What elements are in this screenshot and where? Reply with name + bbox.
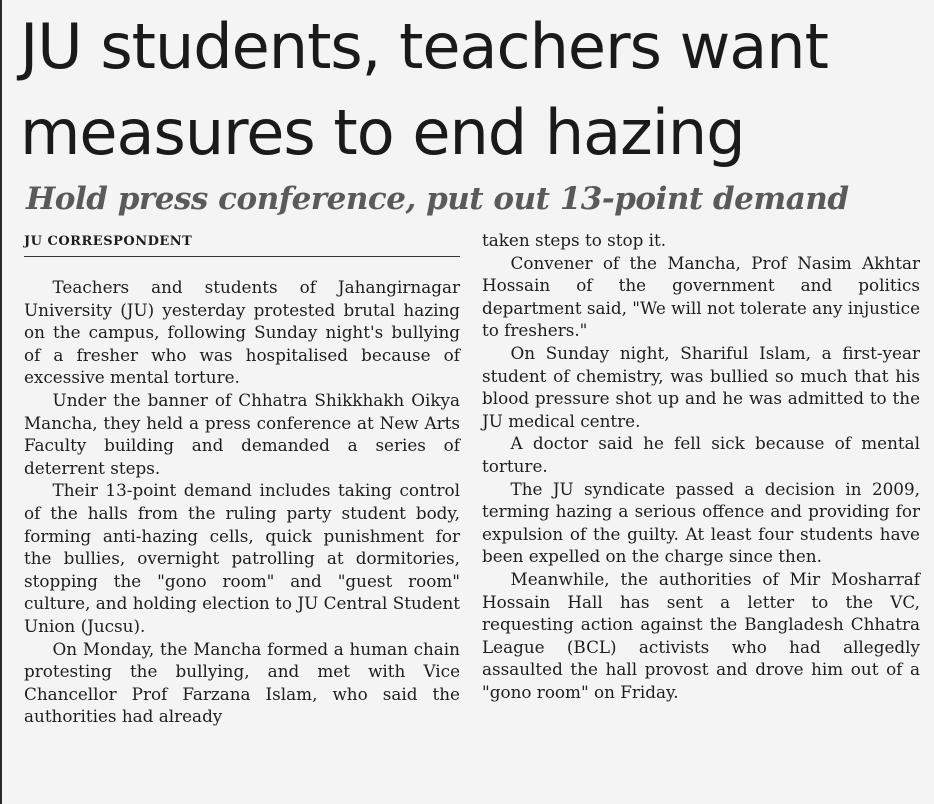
paragraph: Teachers and students of Jahangirnagar University (JU) yesterday protested brutal hazing on the campus, following Sunday night's bullying of a fresher who was hospitalised because of excessive mental torture. [24, 277, 460, 388]
headline: JU students, teachers want measures to end hazing [20, 10, 828, 169]
paragraph: The JU syndicate passed a decision in 2009, terming hazing a serious offence and providing for expulsion of the guilty. At least four students have been expelled on the charge since then. [482, 478, 920, 567]
paragraph: A doctor said he fell sick because of mental torture. [482, 433, 920, 476]
paragraph: On Monday, the Mancha formed a human chain protesting the bullying, and met with Vice Chancellor Prof Farzana Islam, who said the authorities had already [24, 638, 460, 727]
paragraph: Meanwhile, the authorities of Mir Mosharraf Hossain Hall has sent a letter to the VC, requesting action against the Bangladesh Chhatra League (BCL) activists who had allegedly assaulted the hall provost and drove him out of a "gono room" on Friday. [482, 568, 920, 702]
subheadline: Hold press conference, put out 13-point demand [26, 181, 849, 217]
paragraph: Under the banner of Chhatra Shikkhakh Oikya Mancha, they held a press conference at New Arts Faculty building and demanded a series of deterrent steps. [24, 389, 460, 478]
left-column [24, 276, 460, 728]
paragraph-continuation: taken steps to stop it. [482, 230, 667, 250]
byline: JU CORRESPONDENT [24, 232, 460, 257]
right-column [482, 229, 920, 703]
paragraph: Convener of the Mancha, Prof Nasim Akhtar Hossain of the government and politics department said, "We will not tolerate any injustice to freshers." [482, 252, 921, 341]
paragraph: Their 13-point demand includes taking control of the halls from the ruling party student body, forming anti-hazing cells, quick punishment for the bullies, overnight patrolling at dormitories, stopping the "gono room" and "guest room" culture, and holding election to JU Central Student Union (Jucsu). [24, 480, 460, 636]
paragraph: On Sunday night, Shariful Islam, a first-year student of chemistry, was bullied so much that his blood pressure shot up and he was admitted to the JU medical centre. [482, 342, 920, 431]
